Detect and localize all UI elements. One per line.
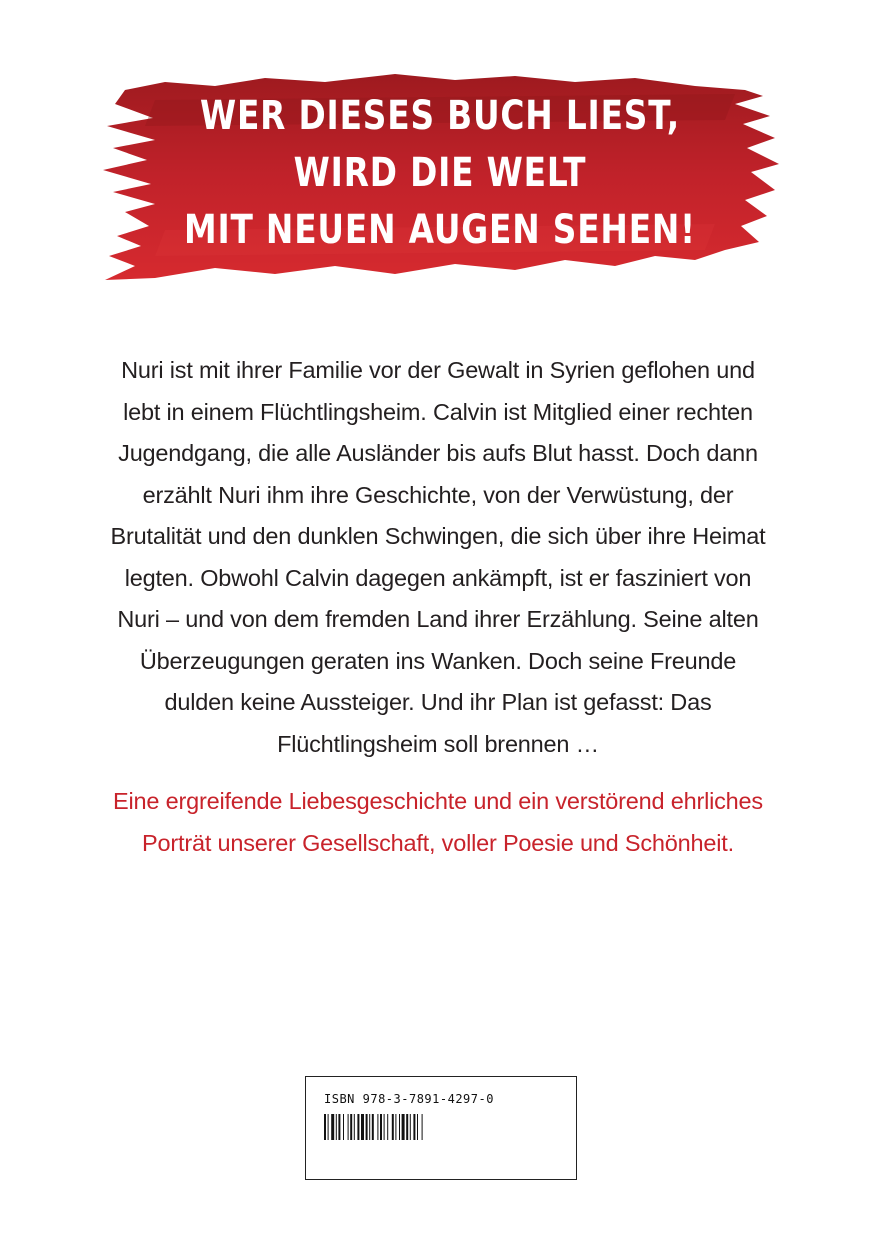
isbn-barcode-box — [305, 1076, 577, 1180]
blurb-line: erzählt Nuri ihm ihre Geschichte, von der Verwüstung, der — [142, 481, 734, 508]
barcode-icon — [324, 1114, 500, 1140]
blurb-line: Jugendgang, die alle Ausländer bis aufs Blut hasst. Doch dann — [118, 440, 758, 466]
tagline — [90, 781, 786, 864]
isbn-number: ISBN 978-3-7891-4297-0 — [324, 1092, 494, 1106]
blurb-line: legten. Obwohl Calvin dagegen ankämpft, ist er fasziniert von — [124, 564, 752, 591]
headline — [157, 88, 723, 259]
headline-line-2: WIRD DIE WELT — [293, 150, 587, 196]
tagline-line: Porträt unserer Gesellschaft, voller Poesie und Schönheit. — [142, 829, 734, 856]
blurb-line: Brutalität und den dunklen Schwingen, die sich über ihre Heimat — [110, 523, 766, 549]
headline-line-1: WER DIESES BUCH LIEST, — [199, 93, 681, 139]
blurb-line: dulden keine Aussteiger. Und ihr Plan ist gefasst: Das — [164, 689, 712, 715]
blurb-line: Überzeugungen geraten ins Wanken. Doch seine Freunde — [139, 647, 737, 674]
tagline-line: Eine ergreifende Liebesgeschichte und ein verstörend ehrliches — [113, 788, 763, 814]
blurb-line: Nuri ist mit ihrer Familie vor der Gewalt in Syrien geflohen und — [121, 357, 755, 383]
headline-line-3: MIT NEUEN AUGEN SEHEN! — [184, 207, 696, 253]
blurb-line: lebt in einem Flüchtlingsheim. Calvin ist Mitglied einer rechten — [123, 398, 753, 425]
blurb-line: Flüchtlingsheim soll brennen … — [277, 730, 599, 757]
blurb-text — [90, 350, 786, 765]
blurb-line: Nuri – und von dem fremden Land ihrer Erzählung. Seine alten — [117, 606, 759, 632]
